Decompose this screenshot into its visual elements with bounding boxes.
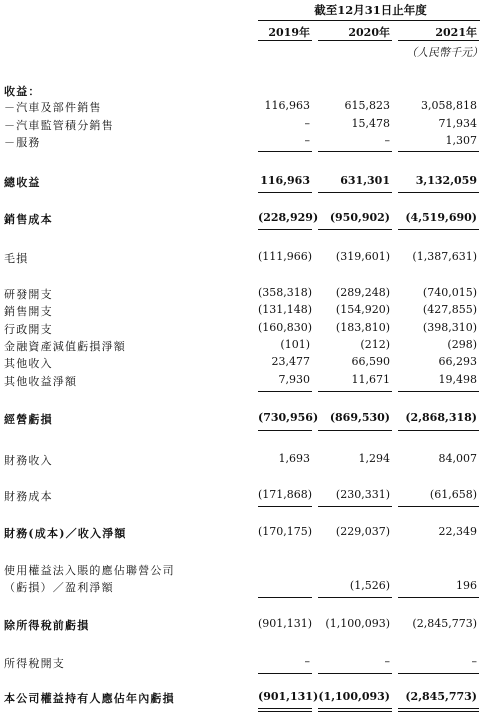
- subtotal-rule: [398, 597, 479, 598]
- subtotal-rule: [318, 673, 392, 674]
- table-row: [0, 488, 485, 505]
- value-2020: (154,920): [335, 303, 390, 316]
- subtotal-rule: [318, 151, 392, 152]
- subtotal-rule: [318, 192, 392, 193]
- value-2019: 7,930: [278, 373, 310, 386]
- row-label: 財務收入: [4, 454, 53, 467]
- subtotal-rule: [398, 430, 479, 431]
- value-2020: (950,902): [329, 211, 390, 224]
- row-label: 銷售成本: [4, 213, 53, 226]
- subtotal-rule: [258, 430, 312, 431]
- value-2020: (230,331): [335, 488, 390, 501]
- value-2021: 3,132,059: [415, 174, 477, 187]
- value-2020: (229,037): [335, 525, 390, 538]
- value-2019: (131,148): [258, 303, 313, 316]
- value-2019: (730,956): [258, 411, 319, 424]
- total-double-rule: [258, 708, 312, 709]
- subtotal-rule: [398, 151, 479, 152]
- row-label: 經營虧損: [4, 413, 53, 426]
- value-2020: (869,530): [329, 411, 390, 424]
- value-2020: (1,100,093): [325, 617, 390, 630]
- value-2021: (4,519,690): [405, 211, 477, 224]
- subtotal-rule: [318, 391, 392, 392]
- value-2019: (171,868): [258, 488, 313, 501]
- table-row: [0, 617, 485, 634]
- row-label: 行政開支: [4, 323, 53, 336]
- table-row: [0, 355, 485, 372]
- row-label: 銷售開支: [4, 305, 53, 318]
- table-row: [0, 562, 485, 579]
- value-2021: (298): [447, 338, 477, 351]
- row-label: 本公司權益持有人應佔年內虧損: [4, 692, 175, 705]
- value-2021: (2,845,773): [412, 617, 477, 630]
- value-2019: (101): [280, 338, 310, 351]
- table-row: [0, 690, 485, 707]
- row-label: －服務: [4, 136, 41, 149]
- value-2019: (901,131): [258, 690, 319, 703]
- value-2020: (1,526): [349, 579, 390, 592]
- row-label: 財務成本: [4, 490, 53, 503]
- subtotal-rule: [318, 597, 392, 598]
- subtotal-rule: [258, 192, 312, 193]
- table-row: [0, 134, 485, 151]
- row-label: 使用權益法入賬的應佔聯營公司: [4, 564, 175, 577]
- value-2019: 23,477: [271, 355, 310, 368]
- value-2020: 15,478: [351, 117, 390, 130]
- value-2019: (160,830): [258, 321, 313, 334]
- table-row: [0, 174, 485, 191]
- value-2020: 11,671: [351, 373, 390, 386]
- value-2020: 615,823: [344, 99, 390, 112]
- row-label-continued: （虧損）／盈利淨額: [4, 581, 114, 594]
- year-2019-underline: [258, 40, 312, 41]
- value-2021: 19,498: [438, 373, 477, 386]
- row-label: 所得稅開支: [4, 657, 65, 670]
- value-2021: 71,934: [438, 117, 477, 130]
- period-underline: [258, 20, 480, 21]
- value-2021: 84,007: [438, 452, 477, 465]
- total-double-rule: [398, 711, 479, 712]
- value-2019: (111,966): [258, 250, 313, 263]
- value-2021: 196: [456, 579, 477, 592]
- row-label: 除所得稅前虧損: [4, 619, 90, 632]
- value-2019: 116,963: [264, 99, 310, 112]
- value-2020: (1,100,093): [318, 690, 390, 703]
- total-double-rule: [318, 711, 392, 712]
- table-row: [0, 211, 485, 228]
- table-row: [0, 579, 485, 596]
- value-2019: (170,175): [258, 525, 313, 538]
- row-label: －汽車及部件銷售: [4, 101, 102, 114]
- period-header: 截至12月31日止年度: [314, 3, 427, 17]
- subtotal-rule: [258, 673, 312, 674]
- value-2020: 66,590: [351, 355, 390, 368]
- table-row: [0, 303, 485, 320]
- subtotal-rule: [398, 673, 479, 674]
- subtotal-rule: [398, 506, 479, 507]
- row-label: 毛損: [4, 252, 29, 265]
- value-2019: (358,318): [258, 286, 313, 299]
- table-row: [0, 99, 485, 116]
- table-row: [0, 525, 485, 542]
- value-2019: (228,929): [258, 211, 319, 224]
- row-label: 財務(成本)／收入淨額: [4, 527, 127, 540]
- row-label: 總收益: [4, 176, 41, 189]
- table-row: [0, 373, 485, 390]
- table-row: [0, 321, 485, 338]
- value-2020: 631,301: [340, 174, 390, 187]
- value-2021: 3,058,818: [421, 99, 477, 112]
- table-row: [0, 338, 485, 355]
- value-2021: –: [471, 655, 477, 668]
- year-2021-underline: [398, 40, 479, 41]
- value-2021: (398,310): [422, 321, 477, 334]
- value-2021: 66,293: [438, 355, 477, 368]
- subtotal-rule: [398, 229, 479, 230]
- year-2020-header: 2020年: [348, 26, 390, 39]
- row-label: 金融資產減值虧損淨額: [4, 340, 126, 353]
- table-row: [0, 117, 485, 134]
- subtotal-rule: [258, 229, 312, 230]
- row-label: －汽車監管積分銷售: [4, 119, 114, 132]
- value-2019: –: [304, 134, 310, 147]
- value-2019: –: [304, 655, 310, 668]
- currency-unit: （人民幣千元）: [406, 46, 483, 59]
- row-label: 研發開支: [4, 288, 53, 301]
- subtotal-rule: [318, 506, 392, 507]
- value-2021: (1,387,631): [412, 250, 477, 263]
- year-2019-header: 2019年: [268, 26, 310, 39]
- value-2019: –: [304, 117, 310, 130]
- value-2020: 1,294: [358, 452, 390, 465]
- table-row: [0, 452, 485, 469]
- subtotal-rule: [318, 430, 392, 431]
- table-row: [0, 655, 485, 672]
- table-row: [0, 411, 485, 428]
- total-double-rule: [318, 708, 392, 709]
- value-2021: (2,845,773): [405, 690, 477, 703]
- value-2019: 1,693: [278, 452, 310, 465]
- table-row: [0, 250, 485, 267]
- subtotal-rule: [258, 391, 312, 392]
- year-2021-header: 2021年: [435, 26, 477, 39]
- value-2021: (61,658): [429, 488, 477, 501]
- value-2020: –: [384, 655, 390, 668]
- value-2021: (740,015): [422, 286, 477, 299]
- value-2020: (319,601): [335, 250, 390, 263]
- table-row: [0, 83, 485, 100]
- subtotal-rule: [318, 229, 392, 230]
- value-2021: (2,868,318): [405, 411, 477, 424]
- subtotal-rule: [258, 597, 312, 598]
- subtotal-rule: [258, 506, 312, 507]
- row-label: 收益：: [4, 85, 41, 98]
- value-2019: 116,963: [260, 174, 310, 187]
- year-2020-underline: [318, 40, 392, 41]
- value-2021: 22,349: [438, 525, 477, 538]
- value-2021: 1,307: [445, 134, 477, 147]
- subtotal-rule: [398, 391, 479, 392]
- subtotal-rule: [398, 192, 479, 193]
- total-double-rule: [398, 708, 479, 709]
- value-2020: (183,810): [335, 321, 390, 334]
- value-2020: (289,248): [335, 286, 390, 299]
- total-double-rule: [258, 711, 312, 712]
- value-2019: (901,131): [258, 617, 313, 630]
- value-2020: –: [384, 134, 390, 147]
- value-2021: (427,855): [422, 303, 477, 316]
- row-label: 其他收益淨額: [4, 375, 78, 388]
- table-row: [0, 286, 485, 303]
- subtotal-rule: [258, 151, 312, 152]
- value-2020: (212): [360, 338, 390, 351]
- row-label: 其他收入: [4, 357, 53, 370]
